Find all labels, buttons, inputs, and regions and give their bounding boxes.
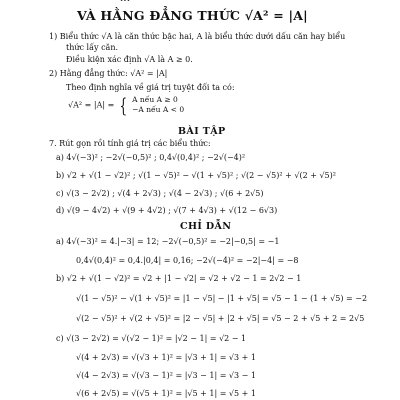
exercises-heading: BÀI TẬP bbox=[178, 126, 226, 137]
exercise-7a: a) 4√(−3)² ; −2√(−0,5)² ; 0,4√(0,4)² ; −2√(−4)² bbox=[56, 153, 246, 162]
exercise-7c: c) √(3 − 2√2) ; √(4 + 2√3) ; √(4 − 2√3) ; √(6 + 2√5) bbox=[56, 189, 264, 198]
solution-c-line-1: c) √(3 − 2√2) = √(√2 − 1)² = |√2 − 1| = √2 − 1 bbox=[56, 334, 247, 343]
solution-b-line-1: b) √2 + √(1 − √2)² = √2 + |1 − √2| = √2 + √2 − 1 = 2√2 − 1 bbox=[56, 274, 302, 283]
theory-item-1-cont: thức lấy căn. bbox=[66, 43, 119, 52]
solution-a-line-2: 0,4√(0,4)² = 0,4.|0,4| = 0,16; −2√(−4)² = −2|−4| = −8 bbox=[76, 256, 299, 265]
solution-c-line-2: √(4 + 2√3) = √(√3 + 1)² = |√3 + 1| = √3 + 1 bbox=[76, 353, 256, 362]
theory-item-2-cont: Theo định nghĩa về giá trị tuyệt đối ta có: bbox=[66, 83, 235, 92]
brace-icon: { bbox=[119, 93, 128, 117]
solutions-heading: CHỈ DẪN bbox=[180, 221, 232, 232]
exercise-7b: b) √2 + √(1 − √2)² ; √(1 − √5)² − √(1 + √5)² ; √(2 − √5)² + √(2 + √5)² bbox=[56, 171, 336, 180]
case-negative: −A nếu A < 0 bbox=[132, 105, 185, 114]
exercise-7d: d) √(9 − 4√2) + √(9 + 4√2) ; √(7 + 4√3) + √(12 − 6√3) bbox=[56, 206, 278, 215]
solution-a-line-1: a) 4√(−3)² = 4.|−3| = 12; −2√(−0,5)² = −2|−0,5| = −1 bbox=[56, 237, 280, 246]
theory-item-1: 1) Biểu thức √A là căn thức bậc hai, A là biểu thức dưới dấu căn hay biểu bbox=[49, 32, 346, 41]
theory-condition: Điều kiện xác định √A là A ≥ 0. bbox=[66, 55, 193, 64]
solution-b-line-3: √(2 − √5)² + √(2 + √5)² = |2 − √5| + |2 + √5| = √5 − 2 + √5 + 2 = 2√5 bbox=[76, 314, 365, 323]
case-positive: A nếu A ≥ 0 bbox=[132, 95, 178, 104]
title-line-1 bbox=[120, 0, 130, 4]
exercise-7: 7. Rút gọn rồi tính giá trị các biểu thức: bbox=[49, 139, 211, 148]
definition-cases bbox=[132, 95, 184, 115]
definition-lhs: √A² = |A| = bbox=[68, 100, 115, 110]
theory-item-2: 2) Hằng đẳng thức: √A² = |A| bbox=[49, 69, 168, 78]
solution-b-line-2: √(1 − √5)² − √(1 + √5)² = |1 − √5| − |1 + √5| = √5 − 1 − (1 + √5) = −2 bbox=[76, 294, 368, 303]
solution-c-line-3: √(4 − 2√3) = √(√3 − 1)² = |√3 − 1| = √3 − 1 bbox=[76, 371, 256, 380]
absolute-value-definition bbox=[68, 95, 184, 121]
solution-c-line-4: √(6 + 2√5) = √(√5 + 1)² = |√5 + 1| = √5 + 1 bbox=[76, 389, 256, 398]
page-title: VÀ HẰNG ĐẲNG THỨC √A² = |A| bbox=[77, 8, 308, 23]
